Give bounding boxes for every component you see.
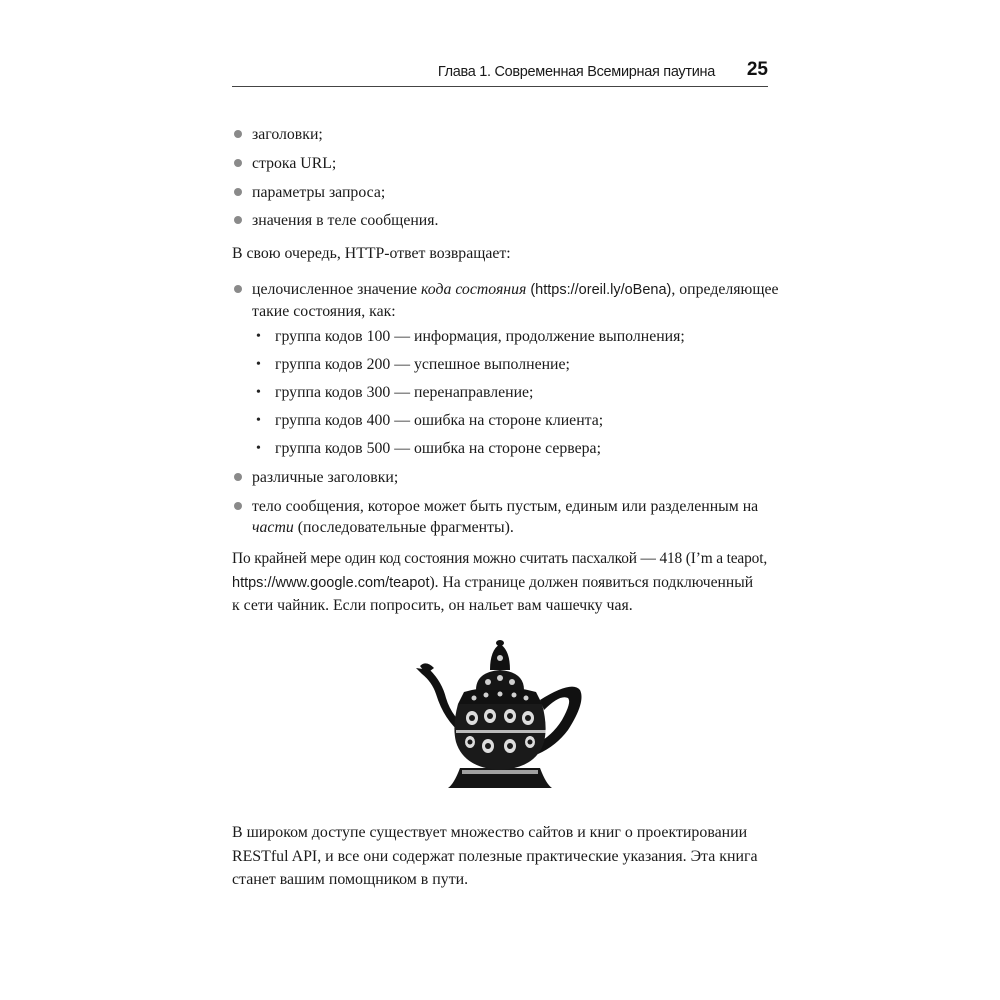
sub-bullet-icon: • [256, 385, 261, 400]
list-item: параметры запроса; [252, 184, 386, 201]
list-item-text: целочисленное значение [252, 281, 421, 298]
sub-bullet-icon: • [256, 329, 261, 344]
status-code-link[interactable]: (https://oreil.ly/oBena) [530, 282, 672, 298]
term-status-code: кода состояния [421, 281, 527, 298]
bullet-icon [234, 473, 242, 481]
status-group-item: группа кодов 500 — ошибка на стороне сервера; [275, 440, 601, 457]
status-group-item: группа кодов 400 — ошибка на стороне клиента; [275, 412, 604, 429]
closing-paragraph-line1: В широком доступе существует множество сайтов и книг о проектировании [232, 824, 748, 841]
list-item-continuation: такие состояния, как: [252, 303, 396, 320]
status-group-item: группа кодов 300 — перенаправление; [275, 384, 534, 401]
list-item: значения в теле сообщения. [252, 212, 439, 229]
teapot-link[interactable]: https://www.google.com/teapot [232, 575, 430, 591]
bullet-icon [234, 130, 242, 138]
list-item: различные заголовки; [252, 469, 399, 486]
bullet-icon [234, 502, 242, 510]
status-group-item: группа кодов 200 — успешное выполнение; [275, 356, 570, 373]
closing-paragraph-line3: станет вашим помощником в пути. [232, 871, 469, 888]
paragraph-text: ). На странице должен появиться подключенный [429, 574, 754, 591]
sub-bullet-icon: • [256, 413, 261, 428]
bullet-icon [234, 216, 242, 224]
list-item-continuation [252, 515, 514, 540]
term-parts: части [252, 519, 294, 536]
list-item-text: , определяющее [671, 281, 779, 298]
status-group-item: группа кодов 100 — информация, продолжение выполнения; [275, 328, 685, 345]
list-item: тело сообщения, которое может быть пустым, единым или разделенным на [252, 498, 759, 515]
running-head [232, 59, 768, 87]
page-number: 25 [746, 59, 768, 80]
bullet-icon [234, 159, 242, 167]
bullet-icon [234, 285, 242, 293]
teapot-paragraph-line3: к сети чайник. Если попросить, он нальет вам чашечку чая. [232, 597, 633, 614]
sub-bullet-icon: • [256, 441, 261, 456]
teapot-paragraph-line1: По крайней мере один код состояния можно считать пасхалкой — 418 (I’m a teapot, [232, 550, 768, 567]
sub-bullet-icon: • [256, 357, 261, 372]
list-item-text: (последовательные фрагменты). [293, 519, 514, 536]
bullet-icon [234, 188, 242, 196]
response-intro: В свою очередь, HTTP-ответ возвращает: [232, 245, 511, 262]
chapter-title: Глава 1. Современная Всемирная паутина [437, 64, 715, 80]
teapot-illustration [412, 638, 590, 790]
list-item: строка URL; [252, 155, 337, 172]
closing-paragraph-line2: RESTful API, и все они содержат полезные практические указания. Эта книга [232, 848, 758, 865]
list-item: заголовки; [252, 126, 323, 143]
